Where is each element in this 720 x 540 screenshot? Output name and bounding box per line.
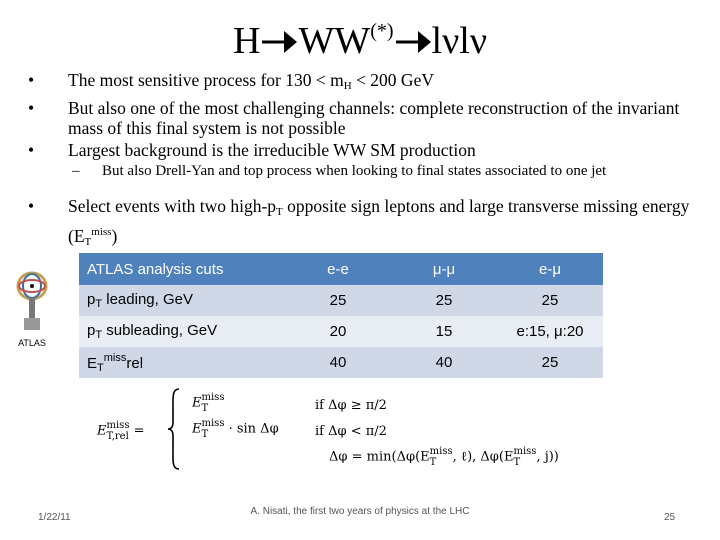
bullet-item bbox=[28, 98, 698, 138]
table-cell: 40 bbox=[391, 347, 497, 378]
bullet-sup: miss bbox=[91, 226, 112, 238]
formula-lhs: E miss T,rel = bbox=[97, 420, 145, 442]
table-header: e-e bbox=[285, 253, 391, 285]
label-rest: rel bbox=[126, 354, 144, 372]
formula-case1-sup: miss bbox=[201, 392, 225, 403]
label-main: E bbox=[87, 354, 98, 372]
met-rel-formula bbox=[97, 388, 617, 478]
formula-def-sup: miss bbox=[429, 446, 453, 457]
table-header-row bbox=[79, 253, 603, 285]
label-main: p bbox=[87, 291, 96, 308]
table-cell: 15 bbox=[391, 316, 497, 347]
formula-case1-main: E bbox=[192, 395, 202, 411]
formula-lhs-sub: T,rel bbox=[106, 431, 129, 442]
table-cell: e:15, μ:20 bbox=[497, 316, 603, 347]
bullet-dot: • bbox=[28, 140, 35, 160]
formula-def-sup: miss bbox=[513, 446, 537, 457]
sub-bullet-text: But also Drell-Yan and top process when looking to final states associated to one jet bbox=[102, 163, 607, 179]
right-arrow-icon bbox=[260, 28, 298, 56]
table-cell: 40 bbox=[285, 347, 391, 378]
formula-case2-rest: · sin Δφ bbox=[224, 421, 279, 437]
bullet-list bbox=[28, 70, 698, 254]
label-sub: T bbox=[97, 361, 104, 374]
left-brace-icon bbox=[167, 388, 181, 470]
title-sup: (*) bbox=[370, 20, 394, 42]
label-rest: leading, GeV bbox=[102, 291, 193, 308]
bullet-dot: • bbox=[28, 70, 35, 90]
atlas-logo-text: ATLAS bbox=[18, 338, 46, 348]
atlas-figure-icon bbox=[12, 268, 52, 334]
bullet-item bbox=[28, 70, 698, 96]
formula-def-sub: T bbox=[513, 457, 521, 468]
bullet-sub: H bbox=[343, 80, 352, 92]
label-main: p bbox=[87, 322, 96, 339]
formula-case1-condition: if Δφ ≥ π/2 bbox=[315, 398, 387, 413]
footer-date: 1/22/11 bbox=[38, 512, 71, 523]
title-part-ww: WW bbox=[298, 20, 371, 62]
table-row bbox=[79, 285, 603, 316]
formula-def-sub: T bbox=[429, 457, 437, 468]
bullet-text: Select events with two high-p bbox=[68, 196, 277, 216]
page-number: 25 bbox=[664, 512, 676, 523]
formula-case1 bbox=[192, 392, 224, 414]
bullet-dot: • bbox=[28, 98, 35, 118]
atlas-logo bbox=[12, 268, 52, 348]
bullet-text: Largest background is the irreducible WW SM production bbox=[68, 140, 476, 160]
table-cell: 25 bbox=[285, 285, 391, 316]
label-sub: T bbox=[95, 329, 103, 341]
table-cell-label bbox=[79, 285, 285, 316]
formula-case2-sub: T bbox=[201, 429, 209, 440]
table-row bbox=[79, 316, 603, 347]
slide-title bbox=[0, 8, 720, 64]
formula-def-rest: , ℓ), Δφ(E bbox=[452, 449, 514, 465]
formula-lhs-main: E bbox=[97, 423, 107, 439]
bullet-text: The most sensitive process for 130 < m bbox=[68, 70, 344, 90]
table-header: e-μ bbox=[497, 253, 603, 285]
formula-case2-condition: if Δφ < π/2 bbox=[315, 424, 387, 439]
table-cell-label bbox=[79, 347, 285, 378]
bullet-sub: T bbox=[84, 236, 92, 248]
bullet-text: ) bbox=[111, 226, 118, 246]
sub-bullet-dash: – bbox=[72, 163, 80, 179]
title-part-h: H bbox=[233, 20, 261, 62]
bullet-item bbox=[28, 140, 698, 160]
bullet-text: But also one of the most challenging channels: complete reconstruction of the invariant mass of this final system is not possible bbox=[68, 98, 680, 138]
formula-def-text: Δφ = min(Δφ(E bbox=[329, 449, 430, 465]
table-row bbox=[79, 347, 603, 378]
formula-def-end: , j)) bbox=[536, 449, 559, 465]
bullet-text: < 200 GeV bbox=[351, 70, 434, 90]
formula-delta-phi-definition bbox=[329, 446, 559, 468]
title-part-lvlv: lνlν bbox=[431, 20, 487, 62]
table-header: μ-μ bbox=[391, 253, 497, 285]
table-header: ATLAS analysis cuts bbox=[79, 253, 285, 285]
sub-bullet-item bbox=[28, 163, 698, 180]
formula-case2-main: E bbox=[192, 421, 202, 437]
table-cell: 25 bbox=[497, 285, 603, 316]
table-cell: 20 bbox=[285, 316, 391, 347]
bullet-item bbox=[28, 196, 698, 252]
bullet-sub: T bbox=[276, 206, 283, 218]
bullet-text: opposite sign leptons and large transverse missing energy (E bbox=[68, 196, 690, 246]
cuts-table bbox=[79, 253, 603, 378]
table-cell: 25 bbox=[391, 285, 497, 316]
formula-case2 bbox=[192, 418, 279, 440]
formula-lhs-sup: miss bbox=[106, 420, 130, 431]
table-cell-label bbox=[79, 316, 285, 347]
footer-author: A. Nisati, the first two years of physics at the LHC bbox=[250, 506, 470, 517]
label-rest: subleading, GeV bbox=[102, 322, 218, 339]
label-sup: miss bbox=[103, 351, 127, 364]
formula-case2-sup: miss bbox=[201, 418, 225, 429]
table-cell: 25 bbox=[497, 347, 603, 378]
formula-case1-sub: T bbox=[201, 403, 209, 414]
bullet-dot: • bbox=[28, 196, 35, 216]
right-arrow-icon bbox=[394, 28, 432, 56]
label-sub: T bbox=[95, 298, 103, 310]
